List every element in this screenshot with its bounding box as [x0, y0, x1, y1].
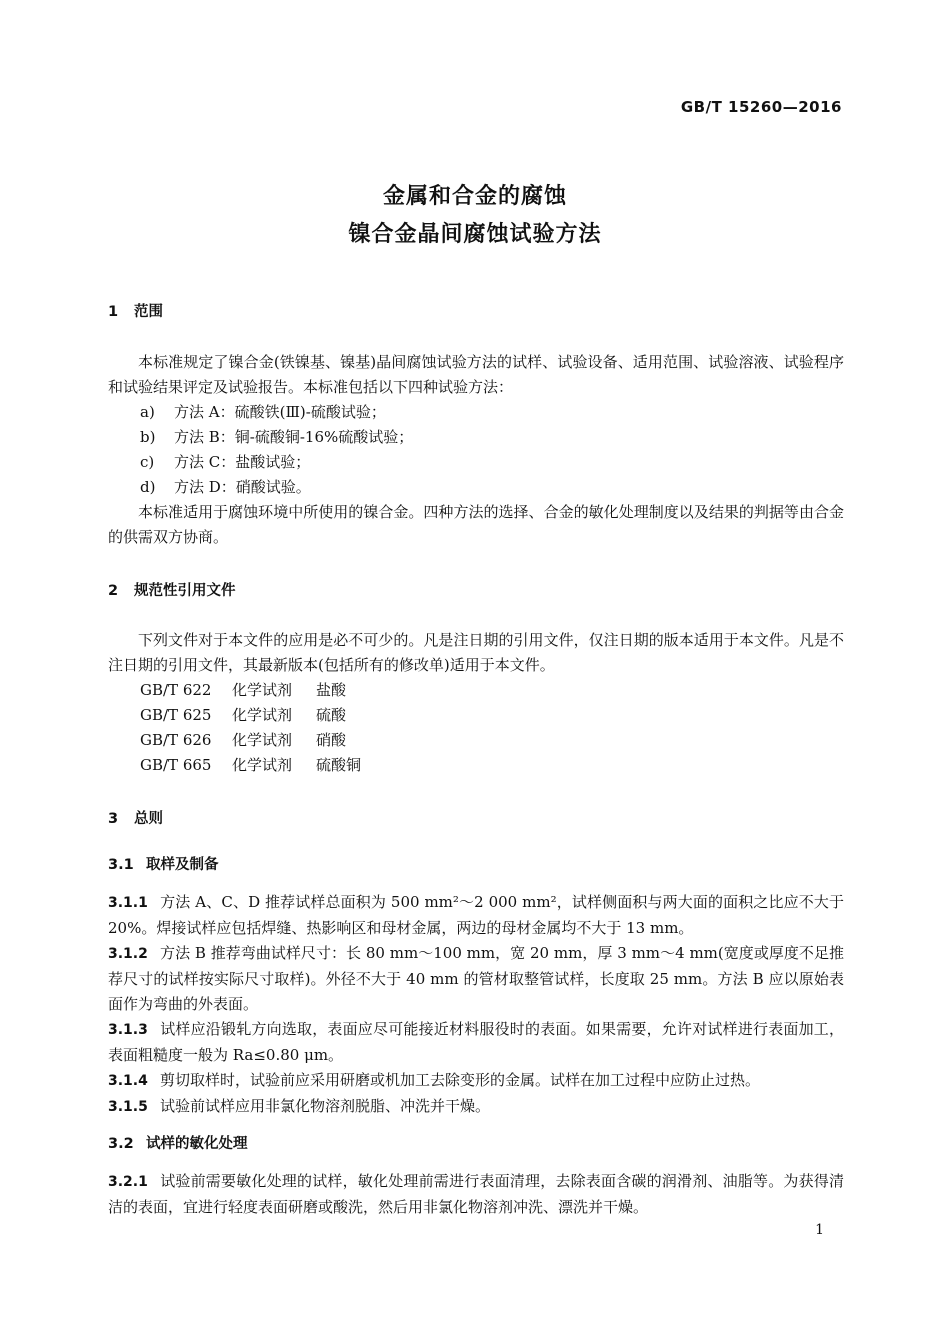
subsection-3-2-body — [108, 1169, 844, 1220]
reference-name: 盐酸 — [316, 681, 347, 699]
title-line-2: 镍合金晶间腐蚀试验方法 — [348, 222, 602, 247]
section-title: 总则 — [134, 811, 163, 827]
list-item — [108, 450, 844, 475]
clause-number: 3.1.3 — [108, 1022, 148, 1038]
list-marker: b) — [140, 428, 156, 446]
reference-code: GB/T 626 — [140, 731, 212, 749]
clause-text: 方法 B 推荐弯曲试样尺寸：长 80 mm～100 mm，宽 20 mm，厚 3 mm～4 mm(宽度或厚度不足推荐尺寸的试样按实际尺寸取样)。外径不大于 40 mm 的管材取整管试样，长度取 25 mm。方法 B 应以原始表面作为弯曲的外表面。 — [108, 944, 844, 1013]
section-1-heading — [108, 302, 163, 322]
reference-category: 化学试剂 — [232, 681, 293, 699]
reference-item — [108, 703, 844, 728]
subsection-3-2-heading — [108, 1134, 248, 1154]
subsection-number: 3.1 — [108, 857, 134, 873]
clause-text: 试验前试样应用非氯化物溶剂脱脂、冲洗并干燥。 — [160, 1097, 491, 1115]
reference-category: 化学试剂 — [232, 756, 293, 774]
subsection-3-1-heading — [108, 855, 219, 875]
clause-number: 3.1.5 — [108, 1099, 148, 1115]
reference-code: GB/T 665 — [140, 756, 212, 774]
clause — [108, 1017, 844, 1068]
title-line-1: 金属和合金的腐蚀 — [382, 184, 567, 209]
section-title: 规范性引用文件 — [134, 583, 236, 599]
section-number: 2 — [108, 583, 119, 599]
section-1-body — [108, 350, 844, 550]
paragraph: 本标准适用于腐蚀环境中所使用的镍合金。四种方法的选择、合金的敏化处理制度以及结果的判据等由合金的供需双方协商。 — [108, 503, 844, 546]
subsection-title: 取样及制备 — [146, 857, 219, 873]
clause-text: 方法 A、C、D 推荐试样总面积为 500 mm²～2 000 mm²，试样侧面积与两大面的面积之比应不大于 20%。焊接试样应包括焊缝、热影响区和母材金属，两边的母材金属均不大于 13 mm。 — [108, 893, 844, 937]
clause — [108, 890, 844, 941]
section-2-body — [108, 628, 844, 778]
reference-name: 硫酸 — [316, 706, 347, 724]
reference-code: GB/T 625 — [140, 706, 212, 724]
reference-category: 化学试剂 — [232, 731, 293, 749]
reference-item — [108, 728, 844, 753]
reference-item — [108, 753, 844, 778]
subsection-number: 3.2 — [108, 1136, 134, 1152]
clause — [108, 1169, 844, 1220]
clause-text: 剪切取样时，试验前应采用研磨或机加工去除变形的金属。试样在加工过程中应防止过热。 — [160, 1071, 761, 1089]
subsection-3-1-body — [108, 890, 844, 1120]
section-3-heading — [108, 809, 163, 829]
subsection-title: 试样的敏化处理 — [146, 1136, 248, 1152]
list-text: 方法 B：铜-硫酸铜-16%硫酸试验； — [174, 428, 414, 446]
list-text: 方法 D：硝酸试验。 — [174, 478, 311, 496]
clause — [108, 941, 844, 1017]
standard-code: GB/T 15260—2016 — [680, 98, 842, 116]
list-item — [108, 475, 844, 500]
list-text: 方法 C：盐酸试验； — [174, 453, 311, 471]
clause-number: 3.1.2 — [108, 946, 148, 962]
clause-number: 3.2.1 — [108, 1174, 148, 1190]
clause — [108, 1068, 844, 1094]
reference-code: GB/T 622 — [140, 681, 212, 699]
reference-item — [108, 678, 844, 703]
section-2-heading — [108, 581, 236, 601]
list-marker: c) — [140, 453, 155, 471]
list-text: 方法 A：硫酸铁(Ⅲ)-硫酸试验； — [174, 403, 386, 421]
clause-text: 试样应沿锻轧方向选取，表面应尽可能接近材料服役时的表面。如果需要，允许对试样进行表面加工，表面粗糙度一般为 Ra≤0.80 μm。 — [108, 1020, 844, 1064]
document-title — [0, 178, 950, 254]
section-number: 1 — [108, 304, 119, 320]
paragraph: 本标准规定了镍合金(铁镍基、镍基)晶间腐蚀试验方法的试样、试验设备、适用范围、试验溶液、试验程序和试验结果评定及试验报告。本标准包括以下四种试验方法： — [108, 353, 844, 396]
list-item — [108, 400, 844, 425]
paragraph: 下列文件对于本文件的应用是必不可少的。凡是注日期的引用文件，仅注日期的版本适用于本文件。凡是不注日期的引用文件，其最新版本(包括所有的修改单)适用于本文件。 — [108, 631, 844, 674]
clause-text: 试验前需要敏化处理的试样，敏化处理前需进行表面清理，去除表面含碳的润滑剂、油脂等。为获得清洁的表面，宜进行轻度表面研磨或酸洗，然后用非氯化物溶剂冲洗、漂洗并干燥。 — [108, 1172, 844, 1216]
clause-number: 3.1.1 — [108, 895, 148, 911]
list-marker: a) — [140, 403, 155, 421]
page-number: 1 — [815, 1222, 824, 1238]
list-marker: d) — [140, 478, 156, 496]
clause — [108, 1094, 844, 1120]
reference-name: 硫酸铜 — [316, 756, 362, 774]
section-title: 范围 — [134, 304, 163, 320]
reference-name: 硝酸 — [316, 731, 347, 749]
list-item — [108, 425, 844, 450]
clause-number: 3.1.4 — [108, 1073, 148, 1089]
reference-category: 化学试剂 — [232, 706, 293, 724]
section-number: 3 — [108, 811, 119, 827]
